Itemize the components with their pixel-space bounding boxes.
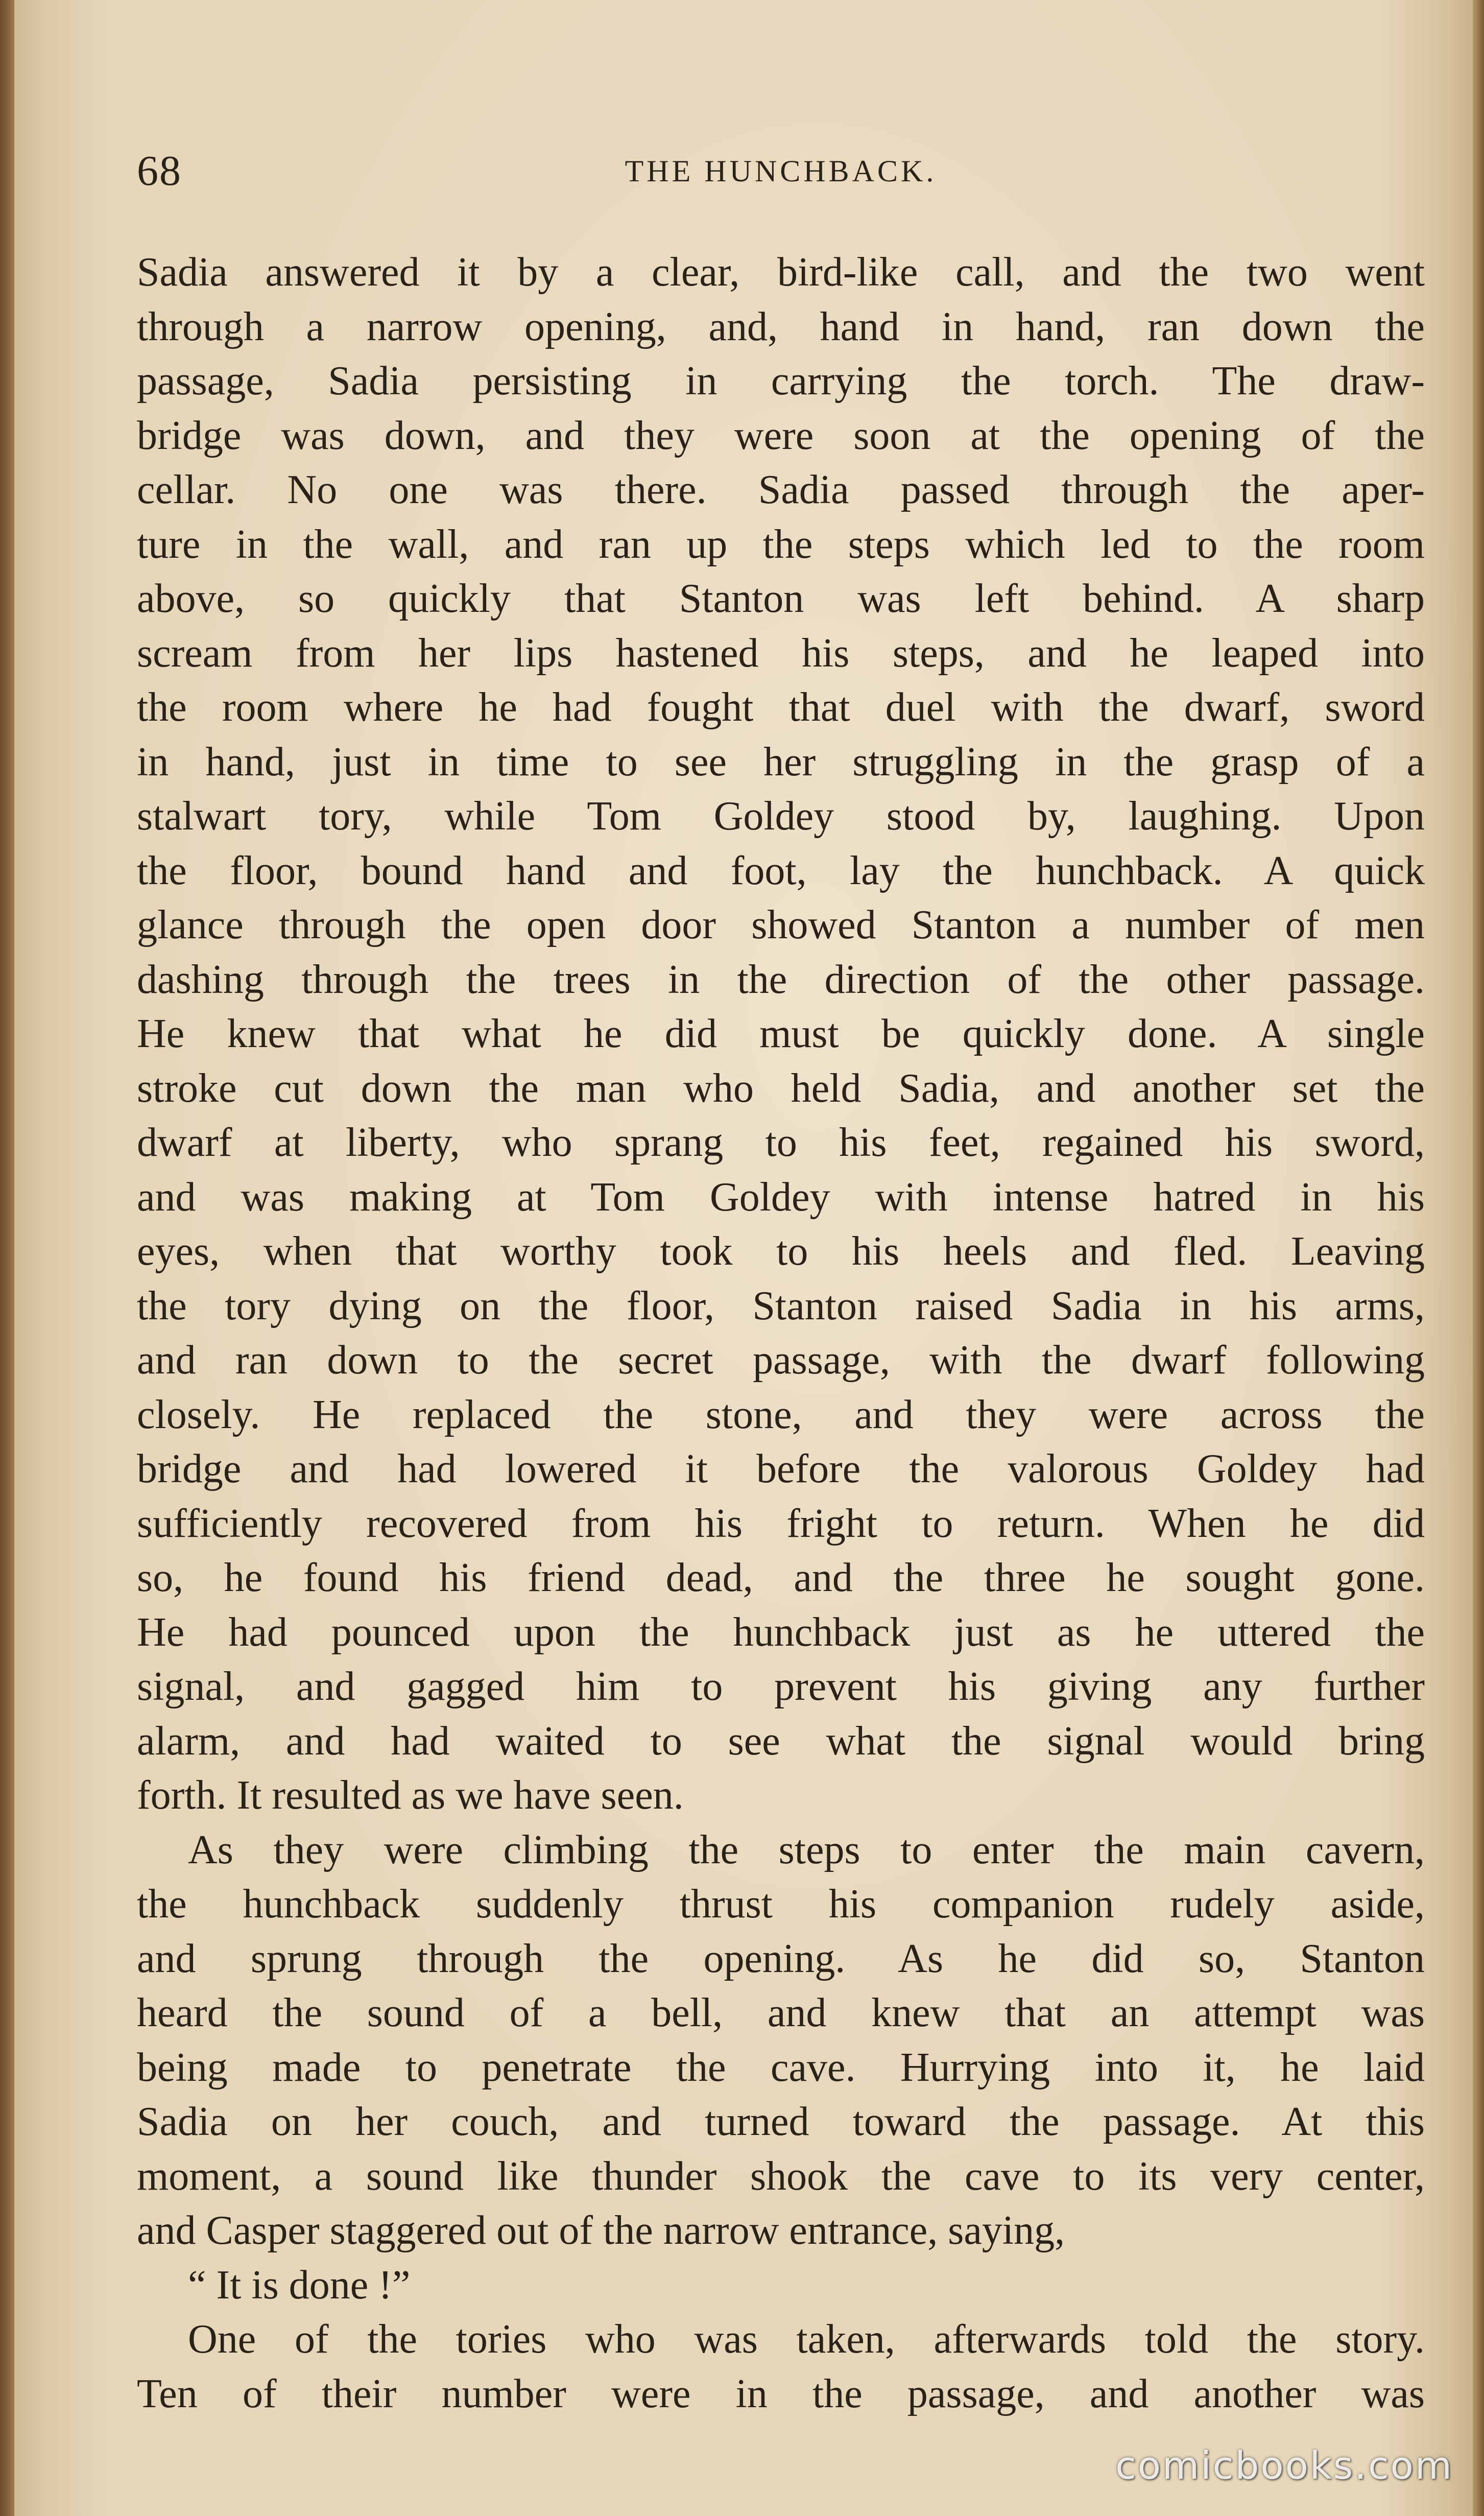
text-line: Sadia answered it by a clear, bird-like call, and the two went: [137, 250, 1425, 295]
text-line: and was making at Tom Goldey with intense hatred in his: [137, 1174, 1425, 1220]
paragraph-start-line: One of the tories who was taken, afterwards told the story.: [188, 2317, 1425, 2362]
watermark-logo: comicbooks.com: [1115, 2444, 1453, 2488]
text-line: so, he found his friend dead, and the three he sought gone.: [137, 1555, 1425, 1600]
text-line: and ran down to the secret passage, with the dwarf following: [137, 1338, 1425, 1383]
text-line: stalwart tory, while Tom Goldey stood by, laughing. Upon: [137, 794, 1425, 839]
text-line: and sprung through the opening. As he did so, Stanton: [137, 1936, 1425, 1981]
text-line: moment, a sound like thunder shook the cave to its very center,: [137, 2153, 1425, 2199]
text-line: being made to penetrate the cave. Hurrying into it, he laid: [137, 2045, 1425, 2090]
text-line: dashing through the trees in the direction of the other passage.: [137, 957, 1425, 1002]
page-number: 68: [137, 147, 182, 195]
text-line: alarm, and had waited to see what the signal would bring: [137, 1718, 1425, 1764]
page-header: [137, 143, 1425, 199]
text-line: above, so quickly that Stanton was left behind. A sharp: [137, 576, 1425, 621]
text-line: bridge was down, and they were soon at the opening of the: [137, 413, 1425, 458]
paragraph-start-line: As they were climbing the steps to enter the main cavern,: [188, 1827, 1425, 1872]
text-line: bridge and had lowered it before the valorous Goldey had: [137, 1446, 1425, 1491]
page-outer-edge: [1473, 0, 1484, 2516]
text-line: through a narrow opening, and, hand in hand, ran down the: [137, 304, 1425, 349]
text-line: Sadia on her couch, and turned toward the passage. At this: [137, 2099, 1425, 2144]
text-line: signal, and gagged him to prevent his giving any further: [137, 1664, 1425, 1709]
page-binding-edge: [0, 0, 14, 2516]
paragraph-end-line: and Casper staggered out of the narrow entrance, saying,: [137, 2208, 1065, 2253]
text-line: dwarf at liberty, who sprang to his feet, regained his sword,: [137, 1120, 1425, 1165]
text-line: the room where he had fought that duel with the dwarf, sword: [137, 685, 1425, 730]
text-line: heard the sound of a bell, and knew that an attempt was: [137, 1990, 1425, 2035]
body-text: [137, 245, 1425, 2421]
paragraph-end-line: forth. It resulted as we have seen.: [137, 1773, 684, 1818]
text-line: the tory dying on the floor, Stanton raised Sadia in his arms,: [137, 1283, 1425, 1328]
text-line: Ten of their number were in the passage, and another was: [137, 2371, 1425, 2416]
text-line: He had pounced upon the hunchback just as he uttered the: [137, 1609, 1425, 1655]
text-line: sufficiently recovered from his fright to return. When he did: [137, 1501, 1425, 1546]
text-line: stroke cut down the man who held Sadia, and another set the: [137, 1065, 1425, 1111]
text-line: eyes, when that worthy took to his heels and fled. Leaving: [137, 1229, 1425, 1274]
text-line: scream from her lips hastened his steps, and he leaped into: [137, 630, 1425, 676]
quoted-speech-line: “ It is done !”: [188, 2262, 411, 2308]
text-line: in hand, just in time to see her struggling in the grasp of a: [137, 739, 1425, 785]
text-line: He knew that what he did must be quickly done. A single: [137, 1011, 1425, 1056]
text-line: closely. He replaced the stone, and they were across the: [137, 1392, 1425, 1437]
text-line: glance through the open door showed Stanton a number of men: [137, 903, 1425, 947]
text-line: passage, Sadia persisting in carrying the torch. The draw-: [137, 359, 1425, 403]
text-line: cellar. No one was there. Sadia passed through the aper-: [137, 467, 1425, 512]
running-head: THE HUNCHBACK.: [625, 154, 937, 188]
text-line: the hunchback suddenly thrust his companion rudely aside,: [137, 1882, 1425, 1927]
text-line: the floor, bound hand and foot, lay the hunchback. A quick: [137, 848, 1425, 893]
text-line: ture in the wall, and ran up the steps which led to the room: [137, 521, 1425, 567]
